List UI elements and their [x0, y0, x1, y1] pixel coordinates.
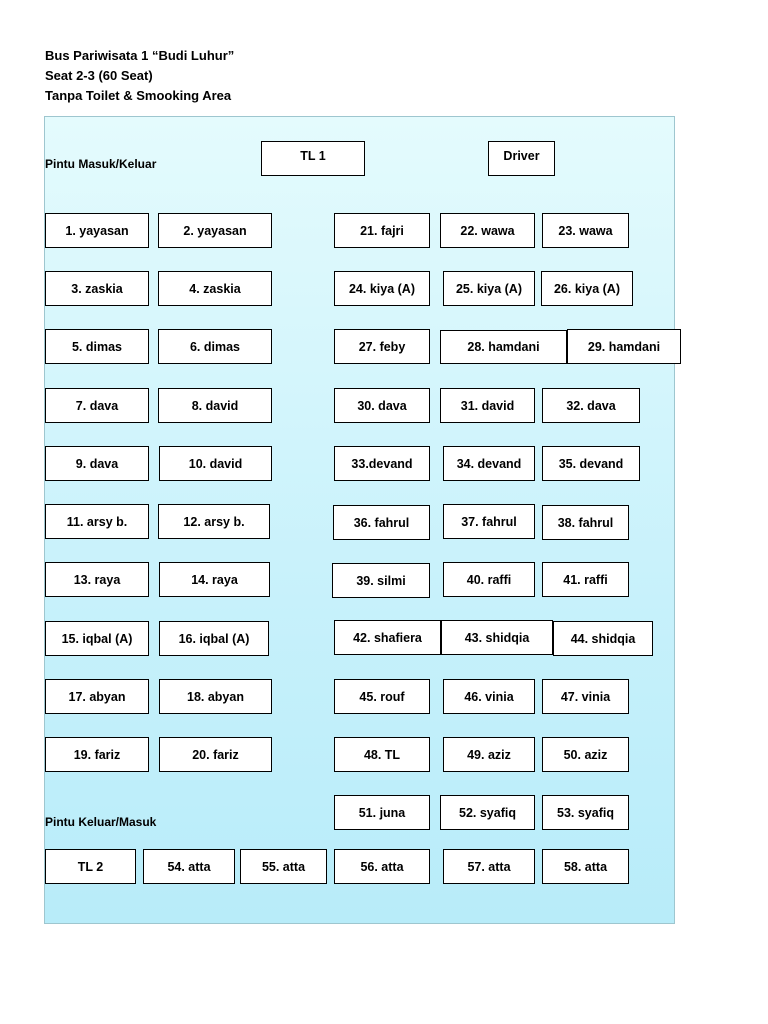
seat-33: 33.devand [334, 446, 430, 481]
seat-27: 27. feby [334, 329, 430, 364]
seat-55: 55. atta [240, 849, 327, 884]
seat-8: 8. david [158, 388, 272, 423]
seat-32: 32. dava [542, 388, 640, 423]
seat-23: 23. wawa [542, 213, 629, 248]
seat-21: 21. fajri [334, 213, 430, 248]
document-header [45, 46, 234, 106]
seat-38: 38. fahrul [542, 505, 629, 540]
seat-41: 41. raffi [542, 562, 629, 597]
seat-49: 49. aziz [443, 737, 535, 772]
seat-24: 24. kiya (A) [334, 271, 430, 306]
seat-2: 2. yayasan [158, 213, 272, 248]
seat-5: 5. dimas [45, 329, 149, 364]
seat-14: 14. raya [159, 562, 270, 597]
seat-7: 7. dava [45, 388, 149, 423]
seat-54: 54. atta [143, 849, 235, 884]
seat-57: 57. atta [443, 849, 535, 884]
seat-36: 36. fahrul [333, 505, 430, 540]
seat-50: 50. aziz [542, 737, 629, 772]
seat-40: 40. raffi [443, 562, 535, 597]
seat-31: 31. david [440, 388, 535, 423]
seat-4: 4. zaskia [158, 271, 272, 306]
seat-29: 29. hamdani [567, 329, 681, 364]
seat-44: 44. shidqia [553, 621, 653, 656]
seat-42: 42. shafiera [334, 620, 441, 655]
seat-config: Seat 2-3 (60 Seat) [45, 68, 153, 83]
seat-19: 19. fariz [45, 737, 149, 772]
seat-47: 47. vinia [542, 679, 629, 714]
bus-notes: Tanpa Toilet & Smooking Area [45, 88, 232, 103]
seat-58: 58. atta [542, 849, 629, 884]
rear-door-label: Pintu Keluar/Masuk [45, 815, 157, 829]
seat-48: 48. TL [334, 737, 430, 772]
seat-53: 53. syafiq [542, 795, 629, 830]
seat-43: 43. shidqia [441, 620, 553, 655]
seat-52: 52. syafiq [440, 795, 535, 830]
seat-45: 45. rouf [334, 679, 430, 714]
seat-tl2: TL 2 [45, 849, 136, 884]
seat-30: 30. dava [334, 388, 430, 423]
seat-51: 51. juna [334, 795, 430, 830]
seat-tl1: TL 1 [261, 141, 365, 176]
seat-18: 18. abyan [159, 679, 272, 714]
seat-12: 12. arsy b. [158, 504, 270, 539]
seat-9: 9. dava [45, 446, 149, 481]
seat-39: 39. silmi [332, 563, 430, 598]
seat-1: 1. yayasan [45, 213, 149, 248]
seat-25: 25. kiya (A) [443, 271, 535, 306]
seat-26: 26. kiya (A) [541, 271, 633, 306]
seat-28: 28. hamdani [440, 330, 567, 364]
bus-title: Bus Pariwisata 1 “Budi Luhur” [45, 48, 235, 63]
seat-34: 34. devand [443, 446, 535, 481]
seat-10: 10. david [159, 446, 272, 481]
seat-22: 22. wawa [440, 213, 535, 248]
seat-17: 17. abyan [45, 679, 149, 714]
seat-46: 46. vinia [443, 679, 535, 714]
seat-15: 15. iqbal (A) [45, 621, 149, 656]
seat-37: 37. fahrul [443, 504, 535, 539]
seat-35: 35. devand [542, 446, 640, 481]
front-door-label: Pintu Masuk/Keluar [45, 157, 157, 171]
seat-driver: Driver [488, 141, 555, 176]
seat-3: 3. zaskia [45, 271, 149, 306]
seat-6: 6. dimas [158, 329, 272, 364]
seat-56: 56. atta [334, 849, 430, 884]
seat-11: 11. arsy b. [45, 504, 149, 539]
seat-13: 13. raya [45, 562, 149, 597]
seat-20: 20. fariz [159, 737, 272, 772]
seat-16: 16. iqbal (A) [159, 621, 269, 656]
